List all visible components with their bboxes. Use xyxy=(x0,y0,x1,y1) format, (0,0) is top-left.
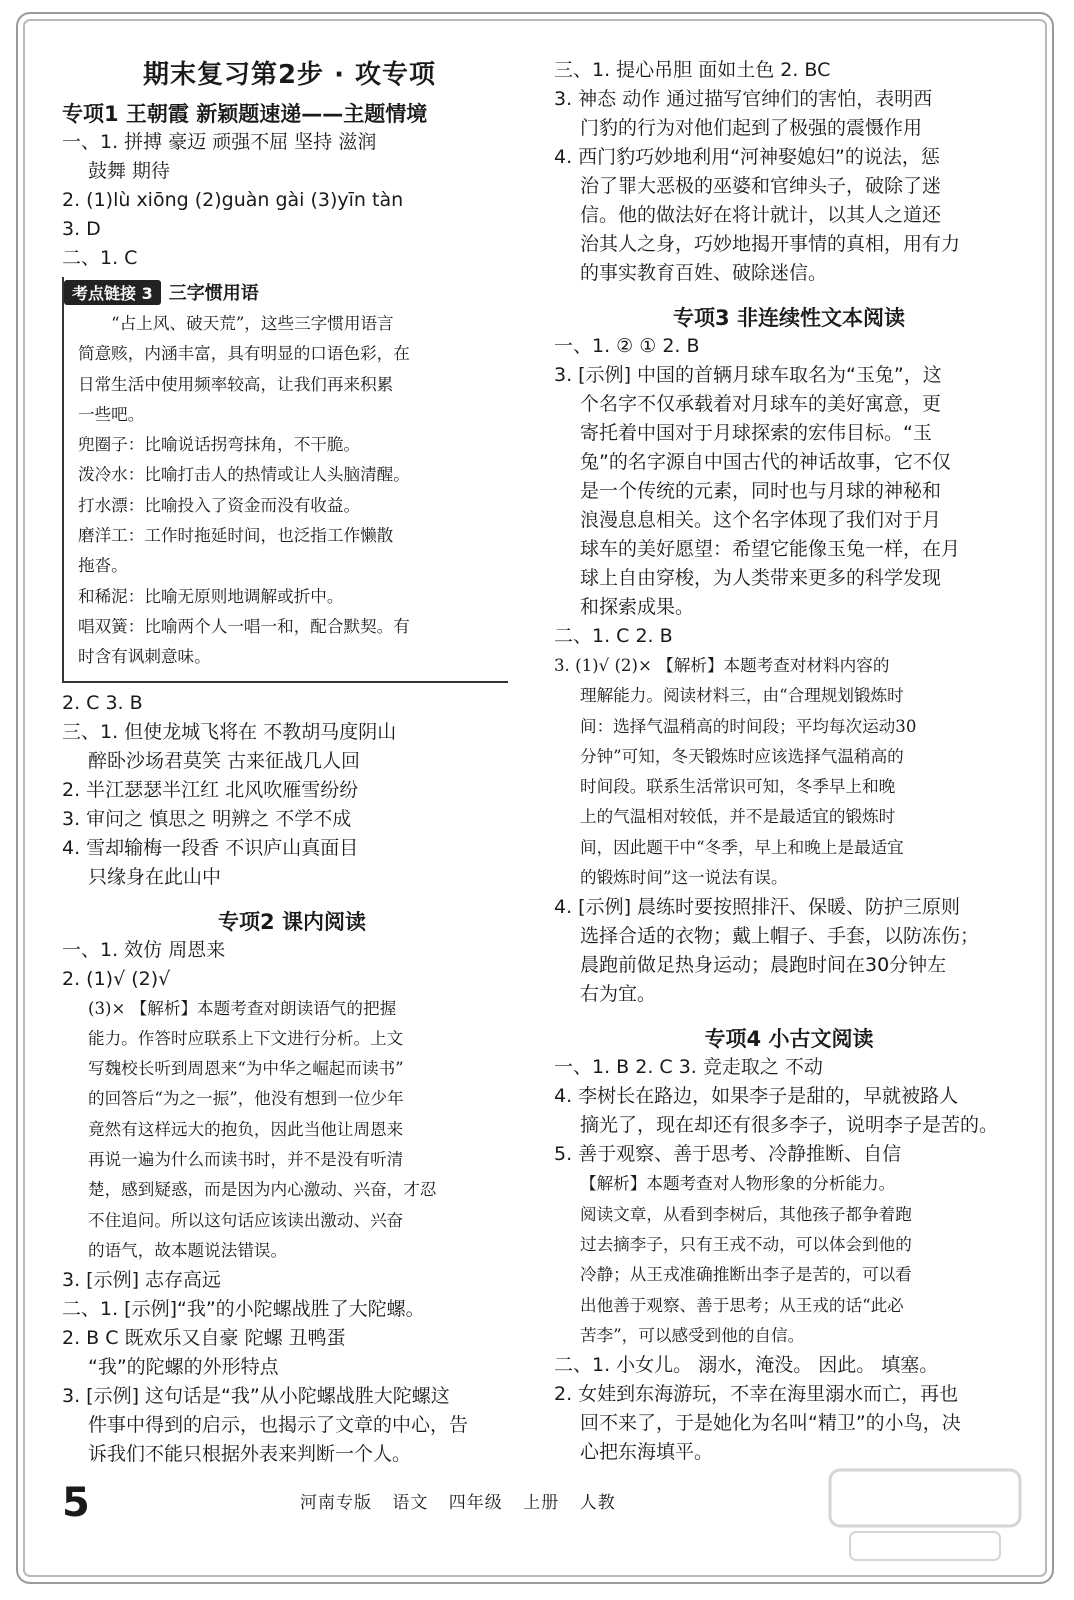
spacer xyxy=(554,1009,1024,1023)
kaodian-line: “占上风、破天荒”，这些三字惯用语言 xyxy=(78,314,394,333)
kaodian-header xyxy=(64,279,508,305)
answer-line: 浪漫息息相关。这个名字体现了我们对于月 xyxy=(580,509,942,531)
answer-line: 信。他的做法好在将计就计，以其人之道还 xyxy=(580,204,942,226)
page-title: 期末复习第2步 · 攻专项 xyxy=(142,60,437,90)
kaodian-line: 拖沓。 xyxy=(78,556,128,576)
answer-line: 是一个传统的元素，同时也与月球的神秘和 xyxy=(580,480,942,502)
answer-line: 回不来了，于是她化为名叫“精卫”的小鸟，决 xyxy=(580,1412,961,1435)
kaodian-line: 一些吧。 xyxy=(78,404,145,424)
spacer xyxy=(554,288,1024,302)
right-section xyxy=(554,56,1024,1467)
answer-line: 件事中得到的启示，也揭示了文章的中心，告 xyxy=(88,1414,469,1437)
answer-line: 三、1. 但使龙城飞将在 不教胡马度阴山 xyxy=(62,720,397,743)
answer-line: 2. 半江瑟瑟半江红 北风吹雁雪纷纷 xyxy=(62,778,359,801)
section-heading: 专项1 王朝霞 新颖题速递——主题情境 xyxy=(62,102,428,126)
answer-line: 一、1. 效仿 周恩来 xyxy=(62,938,226,961)
answer-line: 治了罪大恶极的巫婆和官绅头子，破除了迷 xyxy=(580,175,942,197)
answer-line: 写魏校长听到周恩来“为中华之崛起而读书” xyxy=(88,1059,404,1079)
answer-line: 3. [示例] 中国的首辆月球车取名为“玉兔”，这 xyxy=(554,364,942,386)
answer-line: (3)× 【解析】本题考查对朗读语气的把握 xyxy=(88,998,397,1018)
answer-line: 的锻炼时间”这一说法有误。 xyxy=(580,868,788,888)
answer-line: 选择合适的衣物；戴上帽子、手套，以防冻伤； xyxy=(580,925,980,948)
answer-line: 4. 西门豹巧妙地利用“河神娶媳妇”的说法，惩 xyxy=(554,146,940,168)
answer-line: 过去摘李子，只有王戎不动，可以体会到他的 xyxy=(580,1234,912,1254)
answer-line: 竟然有这样远大的抱负，因此当他让周恩来 xyxy=(88,1119,404,1139)
section-heading: 专项2 课内阅读 xyxy=(218,909,366,934)
answer-line: 的语气，故本题说法错误。 xyxy=(88,1240,288,1260)
answer-line: 三、1. 提心吊胆 面如土色 2. BC xyxy=(554,59,831,81)
kaodian-line: 磨洋工：工作时拖延时间，也泛指工作懒散 xyxy=(78,526,394,546)
answer-line: 再说一遍为什么而读书时，并不是没有听清 xyxy=(88,1150,404,1170)
answer-line: 阅读文章，从看到李树后，其他孩子都争着跑 xyxy=(580,1204,912,1224)
answer-line: 二、1. [示例]“我”的小陀螺战胜了大陀螺。 xyxy=(62,1298,425,1321)
kaodian-line: 简意赅，内涵丰富，具有明显的口语色彩，在 xyxy=(78,344,410,364)
answer-line: 2. 女娃到东海游玩，不幸在海里溺水而亡，再也 xyxy=(554,1383,959,1406)
answer-line: 个名字不仅承载着对月球车的美好寓意，更 xyxy=(580,393,942,415)
answer-line: 二、1. C 2. B xyxy=(554,625,673,647)
answer-line: 间：选择气温稍高的时间段；平均每次运动30 xyxy=(580,716,917,736)
answer-line: 二、1. 小女儿。 溺水，淹没。 因此。 填塞。 xyxy=(554,1354,939,1377)
kaodian-lines xyxy=(78,309,508,673)
answer-line: 2. (1)√ (2)√ xyxy=(62,967,171,990)
watermark-logo xyxy=(820,1460,1030,1570)
kaodian-line: 时含有讽刺意味。 xyxy=(78,647,211,667)
answer-line: 时间段。联系生活常识可知，冬季早上和晚 xyxy=(580,777,896,797)
answer-line: 球车的美好愿望：希望它能像玉兔一样，在月 xyxy=(580,538,961,560)
answer-line: “我”的陀螺的外形特点 xyxy=(88,1356,279,1379)
answer-line: 4. [示例] 晨练时要按照排汗、保暖、防护三原则 xyxy=(554,896,961,919)
left-column xyxy=(62,98,522,1469)
answer-line: 3. 神态 动作 通过描写官绅们的害怕，表明西 xyxy=(554,88,933,110)
answer-line: 冷静；从王戎准确推断出李子是苦的，可以看 xyxy=(580,1265,912,1285)
answer-line: 的事实教育百姓、破除迷信。 xyxy=(580,262,828,284)
answer-line: 一、1. ② ① 2. B xyxy=(554,335,700,357)
left-section-b xyxy=(62,689,522,1470)
answer-line: 5. 善于观察、善于思考、冷静推断、自信 xyxy=(554,1143,902,1166)
answer-line: 3. (1)√ (2)× 【解析】本题考查对材料内容的 xyxy=(554,656,890,675)
answer-line: 3. [示例] 这句话是“我”从小陀螺战胜大陀螺这 xyxy=(62,1385,450,1408)
kaodian-line: 和稀泥：比喻无原则地调解或折中。 xyxy=(78,586,344,606)
answer-line: 心把东海填平。 xyxy=(580,1441,714,1464)
answer-line: 晨跑前做足热身运动；晨跑时间在30分钟左 xyxy=(580,954,947,977)
answer-line: 的回答后“为之一振”，他没有想到一位少年 xyxy=(88,1089,404,1109)
answer-line: 鼓舞 期待 xyxy=(88,160,171,182)
answer-line: 能力。作答时应联系上下文进行分析。上文 xyxy=(88,1028,404,1048)
answer-line: 寄托着中国对于月球探索的宏伟目标。“玉 xyxy=(580,422,932,444)
answer-line: 2. B C 既欢乐又自豪 陀螺 丑鸭蛋 xyxy=(62,1327,346,1350)
answer-line: 3. [示例] 志存高远 xyxy=(62,1269,222,1292)
answer-line: 一、1. B 2. C 3. 竞走取之 不动 xyxy=(554,1056,823,1079)
answer-line: 4. 雪却输梅一段香 不识庐山真面目 xyxy=(62,836,359,859)
answer-line: 球上自由穿梭，为人类带来更多的科学发现 xyxy=(580,567,942,589)
answer-line: 门豹的行为对他们起到了极强的震慑作用 xyxy=(580,117,923,139)
answer-line: 3. D xyxy=(62,218,101,240)
answer-line: 兔”的名字源自中国古代的神话故事，它不仅 xyxy=(580,451,951,473)
answer-line: 4. 李树长在路边，如果李子是甜的，早就被路人 xyxy=(554,1085,959,1108)
answer-line: 诉我们不能只根据外表来判断一个人。 xyxy=(88,1443,412,1466)
answer-line: 不住追问。所以这句话应该读出激动、兴奋 xyxy=(88,1210,404,1230)
answer-line: 右为宜。 xyxy=(580,983,657,1006)
section-heading: 专项3 非连续性文本阅读 xyxy=(673,306,905,330)
answer-line: 分钟”可知，冬天锻炼时应该选择气温稍高的 xyxy=(580,746,904,766)
answer-line: 出他善于观察、善于思考；从王戎的话“此必 xyxy=(580,1295,904,1315)
answer-line: 只缘身在此山中 xyxy=(88,865,222,888)
kaodian-line: 打水漂：比喻投入了资金而没有收益。 xyxy=(78,495,361,515)
answer-line: 3. 审问之 慎思之 明辨之 不学不成 xyxy=(62,807,352,830)
section-heading: 专项4 小古文阅读 xyxy=(704,1027,874,1052)
answer-line: 【解析】本题考查对人物形象的分析能力。 xyxy=(580,1174,896,1194)
answer-line: 2. (1)lù xiōng (2)guàn gài (3)yīn tàn xyxy=(62,189,404,211)
answer-line: 治其人之身，巧妙地揭开事情的真相，用有力 xyxy=(580,233,961,255)
answer-line: 二、1. C xyxy=(62,247,138,269)
kaodian-line: 唱双簧：比喻两个人一唱一和，配合默契。有 xyxy=(78,616,410,636)
kaodian-box xyxy=(62,277,508,683)
answer-line: 和探索成果。 xyxy=(580,596,695,618)
kaodian-badge: 考点链接 3 xyxy=(64,280,161,305)
left-section-a xyxy=(62,98,522,273)
kaodian-title: 三字惯用语 xyxy=(168,283,259,304)
answer-line: 楚，感到疑惑，而是因为内心激动、兴奋，才忍 xyxy=(88,1180,437,1200)
answer-line: 醉卧沙场君莫笑 古来征战几人回 xyxy=(88,749,361,772)
right-column xyxy=(554,56,1024,1467)
answer-line: 摘光了，现在却还有很多李子，说明李子是苦的。 xyxy=(580,1114,999,1137)
answer-line: 间，因此题干中“冬季，早上和晚上是最适宜 xyxy=(580,837,904,857)
kaodian-line: 泼冷水：比喻打击人的热情或让人头脑清醒。 xyxy=(78,465,410,485)
answer-line: 理解能力。阅读材料三，由“合理规划锻炼时 xyxy=(580,686,904,706)
answer-line: 一、1. 拼搏 豪迈 顽强不屈 坚持 滋润 xyxy=(62,131,377,153)
kaodian-line: 日常生活中使用频率较高，让我们再来积累 xyxy=(78,374,394,394)
kaodian-line: 兜圈子：比喻说话拐弯抹角，不干脆。 xyxy=(78,435,361,455)
answer-line: 上的气温相对较低，并不是最适宜的锻炼时 xyxy=(580,807,896,827)
answer-line: 苦李”，可以感受到他的自信。 xyxy=(580,1325,805,1345)
page-number: 5 xyxy=(62,1480,90,1526)
answer-line: 2. C 3. B xyxy=(62,691,143,714)
spacer xyxy=(62,892,522,906)
footer-info: 河南专版 语文 四年级 上册 人教 xyxy=(300,1493,616,1513)
